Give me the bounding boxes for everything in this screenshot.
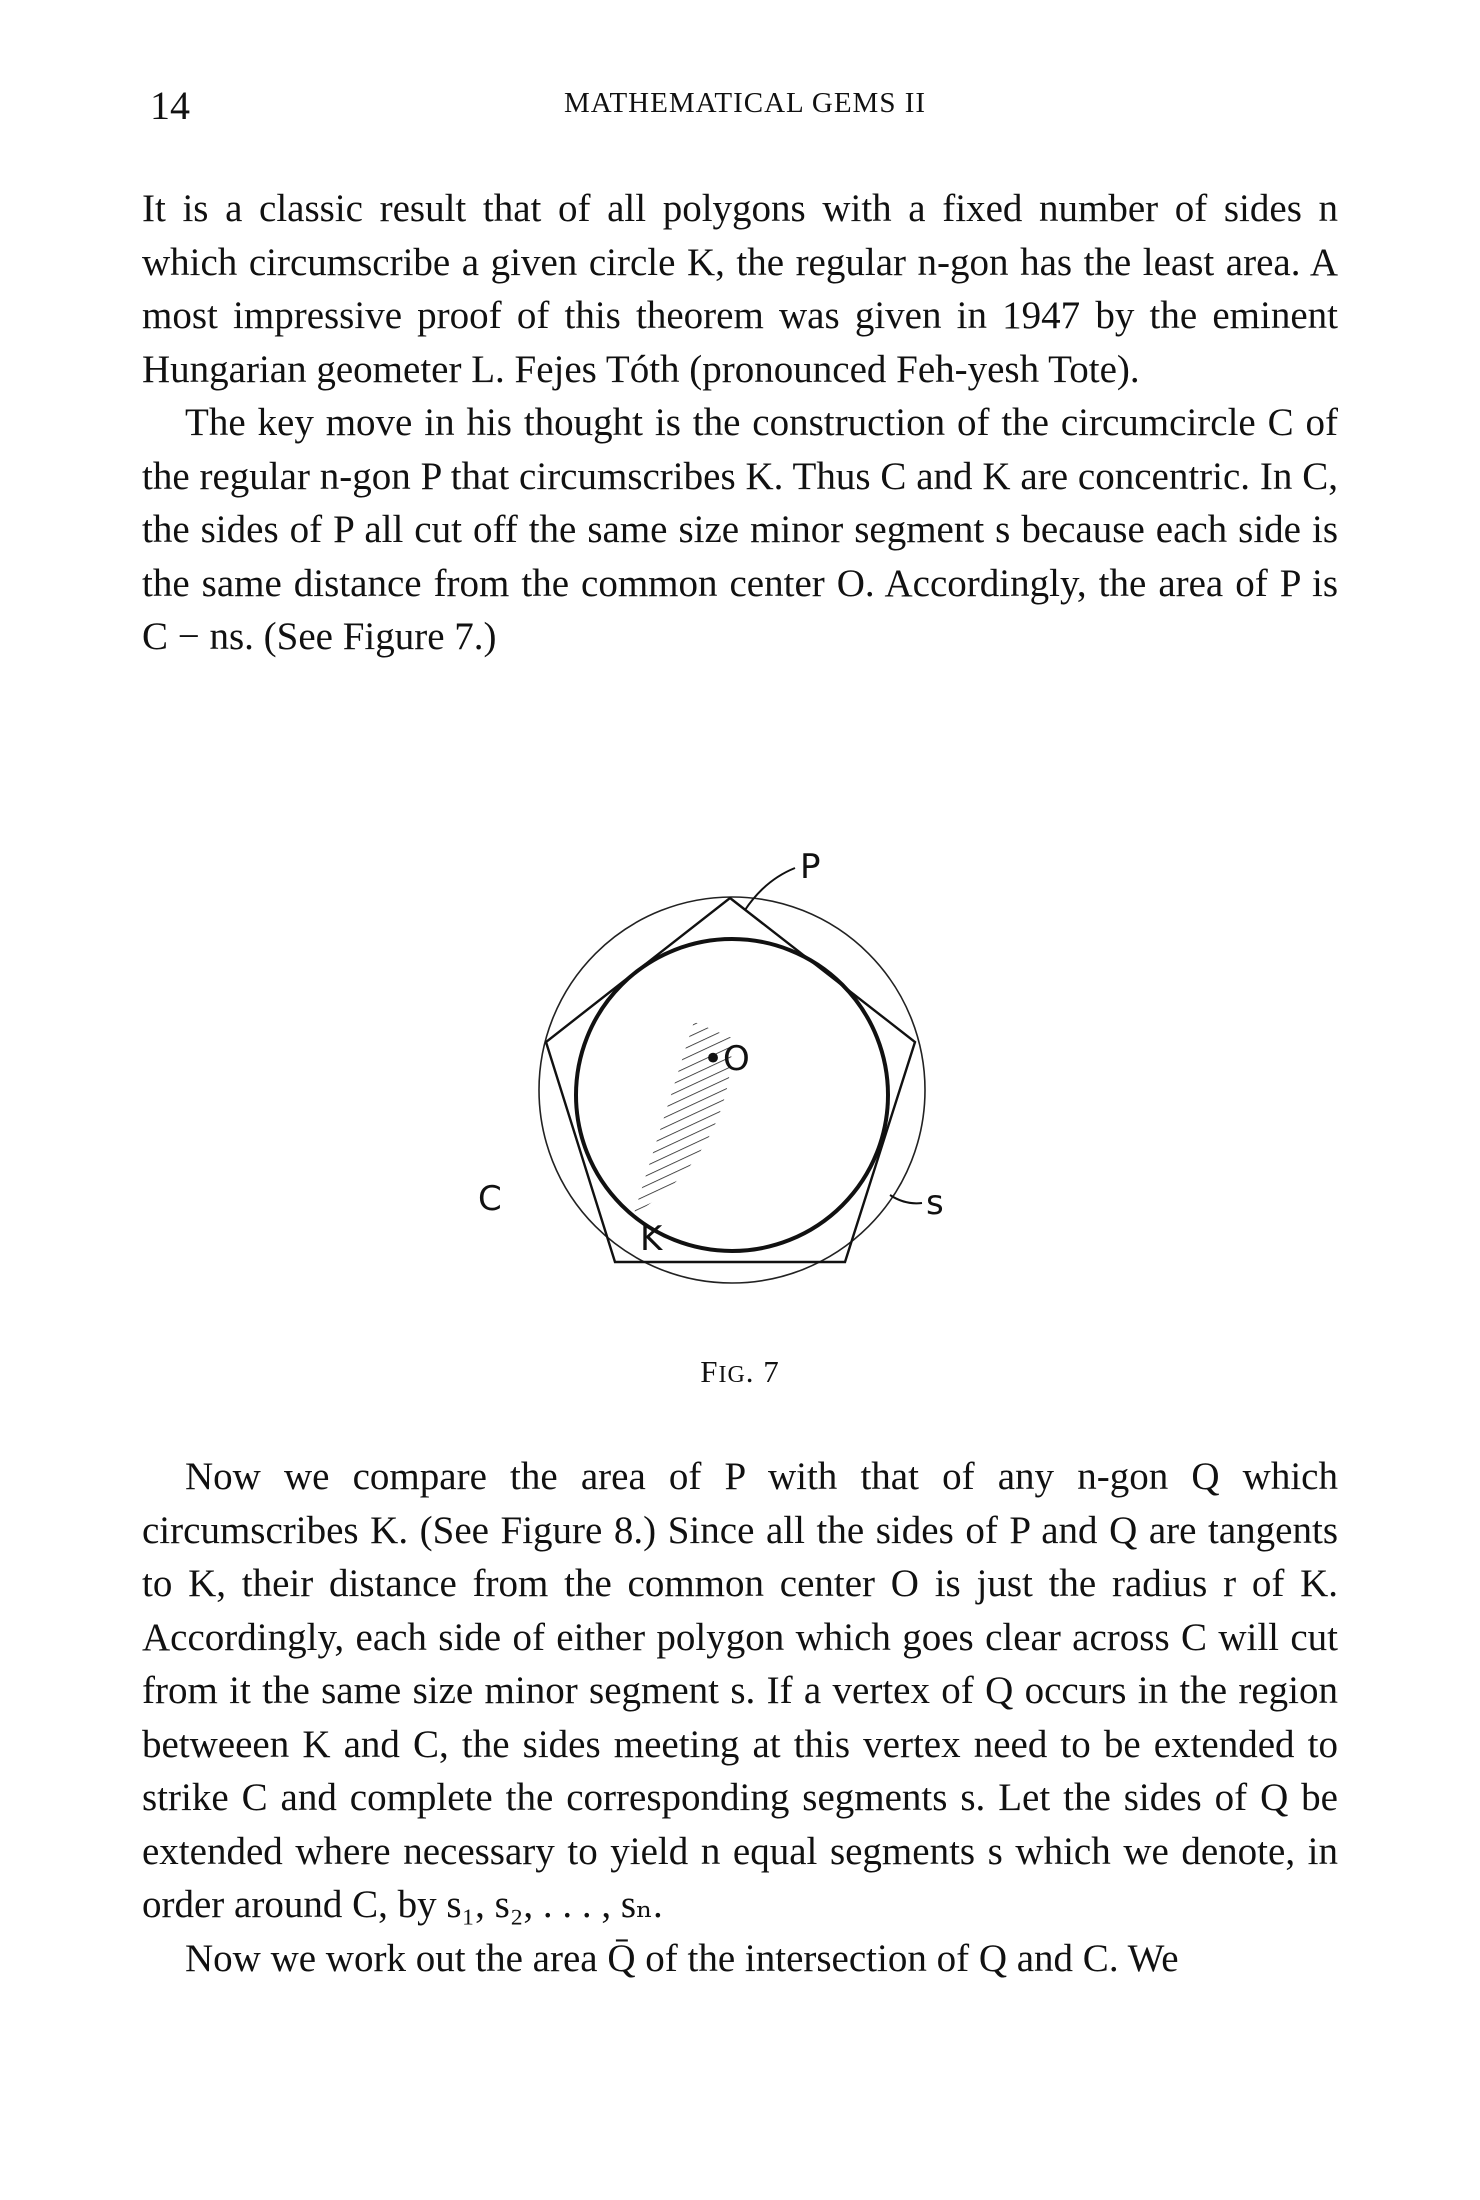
page-number: 14 xyxy=(150,83,190,128)
text-block-bottom xyxy=(142,1450,1338,1985)
leader-p xyxy=(745,868,795,910)
circumcircle-c xyxy=(539,897,925,1283)
label-c: C xyxy=(478,1179,502,1219)
paragraph-2: The key move in his thought is the construction of the circumcircle C of the regular n-gon P that circumscribes K. Thus C and K are concentric. In C, the sides of P all cut off the same size minor segment s because each side is the same distance from the common center O. Accordingly, the area of P is C − ns. (See Figure 7.) xyxy=(142,401,1338,658)
paragraph-1: It is a classic result that of all polygons with a fixed number of sides n which circumscribe a given circle K, the regular n-gon has the least area. A most impressive proof of this theorem was given in 1947 by the eminent Hungarian geometer L. Fejes Tóth (pronounced Feh-yesh Tote). xyxy=(142,187,1338,391)
text-block-top xyxy=(142,182,1338,664)
paragraph-4: Now we work out the area Q̄ of the intersection of Q and C. We xyxy=(185,1936,1179,1980)
caption-prefix: F xyxy=(700,1354,719,1389)
paragraph-3: Now we compare the area of P with that of any n-gon Q which circumscribes K. (See Figure 8.) Since all the sides of P and Q are tangents to K, their distance from the common center O is just the radius r of K. Accordingly, each side of either polygon which goes clear across C will cut from it the same size minor segment s. If a vertex of Q occurs in the region betweeen K and C, the sides meeting at this vertex need to be extended to strike C and complete the corresponding segments s. Let the sides of Q be extended where necessary to yield n equal segments s which we denote, in order around C, by s₁, s₂, . . . , sₙ. xyxy=(142,1455,1338,1926)
running-head xyxy=(150,82,1340,132)
label-k: K xyxy=(640,1219,663,1259)
caption-smallcaps: IG xyxy=(718,1362,746,1388)
running-title: MATHEMATICAL GEMS II xyxy=(563,87,927,119)
label-s: s xyxy=(926,1183,944,1223)
figure-caption xyxy=(0,1354,1480,1390)
pentagon-p xyxy=(546,898,915,1262)
caption-number: . 7 xyxy=(745,1354,780,1389)
leader-s xyxy=(890,1195,922,1203)
label-p: P xyxy=(800,847,821,887)
figure-7-diagram xyxy=(460,810,1020,1330)
label-center-o: •O xyxy=(703,1039,750,1079)
figure-7 xyxy=(460,810,1020,1330)
